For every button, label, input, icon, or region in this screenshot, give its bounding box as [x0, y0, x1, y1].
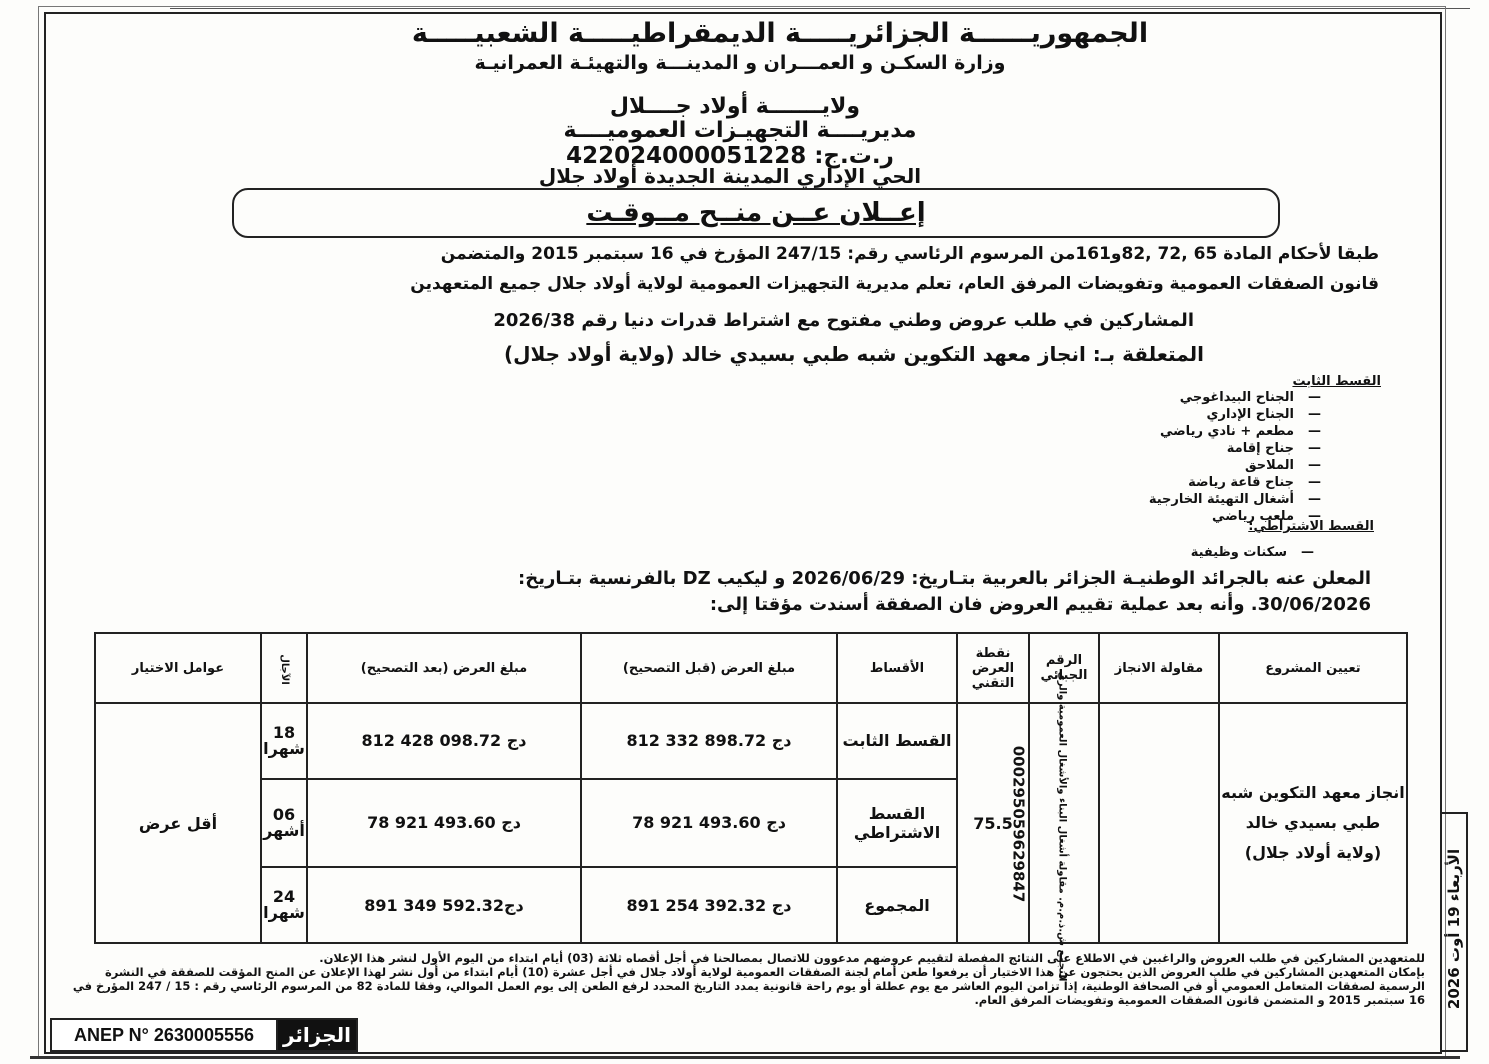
award-intro: 30/06/2026. وأنه بعد عملية تقييم العروض فان الصفقة أسندت مؤقتا إلى: [709, 594, 1371, 615]
address: الحي الإداري المدينة الجديدة أولاد جلال [538, 164, 922, 188]
project-subject: المتعلقة بـ: انجاز معهد التكوين شبه طبي بسيدي خالد (ولاية أولاد جلال) [503, 342, 1204, 366]
list-item: — جناح قاعة رياضة [1149, 475, 1321, 492]
ministry-name: وزارة السكـن و العمـــران و المدينـــة والتهيئـة العمرانيـة [474, 52, 1006, 74]
fixed-lot-label: القسط الثابت [1292, 374, 1381, 389]
amount-before-cell: 812 332 898.72 دج [581, 703, 837, 779]
tax-reference: ر.ت.ج: 422024000051228 [566, 143, 894, 169]
anep-number: ANEP N° 2630005556 [50, 1018, 278, 1052]
project-name-cell: انجاز معهد التكوين شبه طبي بسيدي خالد (ولاية أولاد جلال) [1219, 703, 1407, 943]
col-duration: الآجال [261, 633, 307, 703]
publication-paragraph: المعلن عنه بالجرائد الوطنيـة الجزائر بالعربية بتـاريخ: 2026/06/29 و ليكيب DZ بالفرنسية بتـاريخ: [518, 568, 1371, 589]
list-item: — مطعم + نادي رياضي [1149, 424, 1321, 441]
col-lots: الأقساط [837, 633, 957, 703]
body-paragraph-1: طبقا لأحكام المادة 65 ,72 ,82و161من المرسوم الرئاسي رقم: 247/15 المؤرخ في 16 سبتمبر 2015 والمتضمن [440, 244, 1379, 264]
table-row [95, 703, 1407, 779]
col-amount-before: مبلغ العرض (قبل التصحيح) [581, 633, 837, 703]
col-contractor: مقاولة الانجاز [1099, 633, 1219, 703]
issue-date-tab [1440, 812, 1468, 1052]
col-criteria: عوامل الاختيار [95, 633, 261, 703]
list-item: — الملاحق [1149, 458, 1321, 475]
newspaper-logo: الجزائر [276, 1018, 358, 1052]
tax-id-cell: 000295059629847 [1029, 703, 1099, 943]
list-item: — جناح إقامة [1149, 441, 1321, 458]
amount-before-cell: 78 921 493.60 دج [581, 779, 837, 867]
contractor-cell: التجمع ش.ذ.م.م. مقاولة أشغال البناء والأشغال العمومية والري [1099, 703, 1219, 943]
page-bottom-rule [30, 1056, 1460, 1059]
lot-cell: القسط الاشتراطي [837, 779, 957, 867]
wilaya-name: ولايـــــــة أولاد جــــلال [609, 94, 861, 119]
footer-note-1: للمتعهدين المشاركين في طلب العروض والراغبين في الاطلاع على النتائج المفصلة لتقييم عروضهم مدعوون للاتصال بمصالحنا في أجل أقصاه ثلاثة (03) أيام ابتداء من اليوم الأول لنشر هذا الإعلان. [319, 951, 1425, 965]
lot-cell: القسط الثابت [837, 703, 957, 779]
col-project: تعيين المشروع [1219, 633, 1407, 703]
amount-after-cell: 78 921 493.60 دج [307, 779, 581, 867]
conditional-lot-items [1191, 545, 1314, 562]
col-tax-id: الرقم الجبائي [1029, 633, 1099, 703]
conditional-lot-label: القسط الاشتراطي: [1248, 519, 1374, 534]
announcement-title: إعــلان عــن منــح مــوقـت [586, 198, 926, 228]
duration-cell: 24 شهرا [261, 867, 307, 943]
list-item: — الجناح الإداري [1149, 407, 1321, 424]
list-item: — سكنات وظيفية [1191, 545, 1314, 562]
directorate-name: مديريــــة التجهيـزات العموميــــة [563, 118, 917, 143]
lot-cell: المجموع [837, 867, 957, 943]
list-item: — الجناح البيداغوجي [1149, 390, 1321, 407]
body-paragraph-2: قانون الصفقات العمومية وتفويضات المرفق العام، تعلم مديرية التجهيزات العمومية لولاية أولاد جلال جميع المتعهدين [410, 274, 1379, 294]
criteria-cell: أقل عرض [95, 703, 261, 943]
table-header-row [95, 633, 1407, 703]
list-item: — أشغال التهيئة الخارجية [1149, 492, 1321, 509]
issue-date: الأربعاء 19 أوت 2026 [1445, 848, 1463, 1010]
amount-after-cell: 891 349 592.32دج [307, 867, 581, 943]
fixed-lot-items [1149, 390, 1321, 526]
body-paragraph-3: المشاركين في طلب عروض وطني مفتوح مع اشتراط قدرات دنيا رقم 2026/38 [493, 310, 1194, 331]
republic-title: الجمهوريــــــة الجزائريـــــة الديمقراطيـــــة الشعبيـــــة [411, 18, 1149, 49]
col-amount-after: مبلغ العرض (بعد التصحيح) [307, 633, 581, 703]
duration-cell: 18 شهرا [261, 703, 307, 779]
amount-after-cell: 812 428 098.72 دج [307, 703, 581, 779]
col-tech-score: نقطة العرض التقني [957, 633, 1029, 703]
list-item: — ملعب رياضي [1149, 509, 1321, 526]
tech-score-cell: 75.5 [957, 703, 1029, 943]
amount-before-cell: 891 254 392.32 دج [581, 867, 837, 943]
duration-cell: 06 أشهر [261, 779, 307, 867]
footer-note-2: بإمكان المتعهدين المشاركين في طلب العروض الذين يحتجون عن هذا الاختيار أن يرفعوا طعن أمام لجنة الصفقات العمومية لولاية أولاد جلال في أجل عشرة (10) أيام ابتداء من أول نشر لهذا الإعلان عن المنح المؤقت للصفقة في النشرة الرسمية لصفقات المتعامل العمومي أو في الصحافة الوطنية، إذا تزامن اليوم العاشر مع يوم عطلة أو يوم راحة قانونية يمدد التاريخ المحدد لرفع الطعن إلى يوم العمل الموالي، وفقا للمادة 82 من المرسوم الرئاسي رقم : 15 / 247 المؤرخ في 16 سبتمبر 2015 و المتضمن قانون الصفقات العمومية وتفويضات المرفق العام. [72, 965, 1425, 1007]
announcement-title-box [232, 188, 1280, 238]
